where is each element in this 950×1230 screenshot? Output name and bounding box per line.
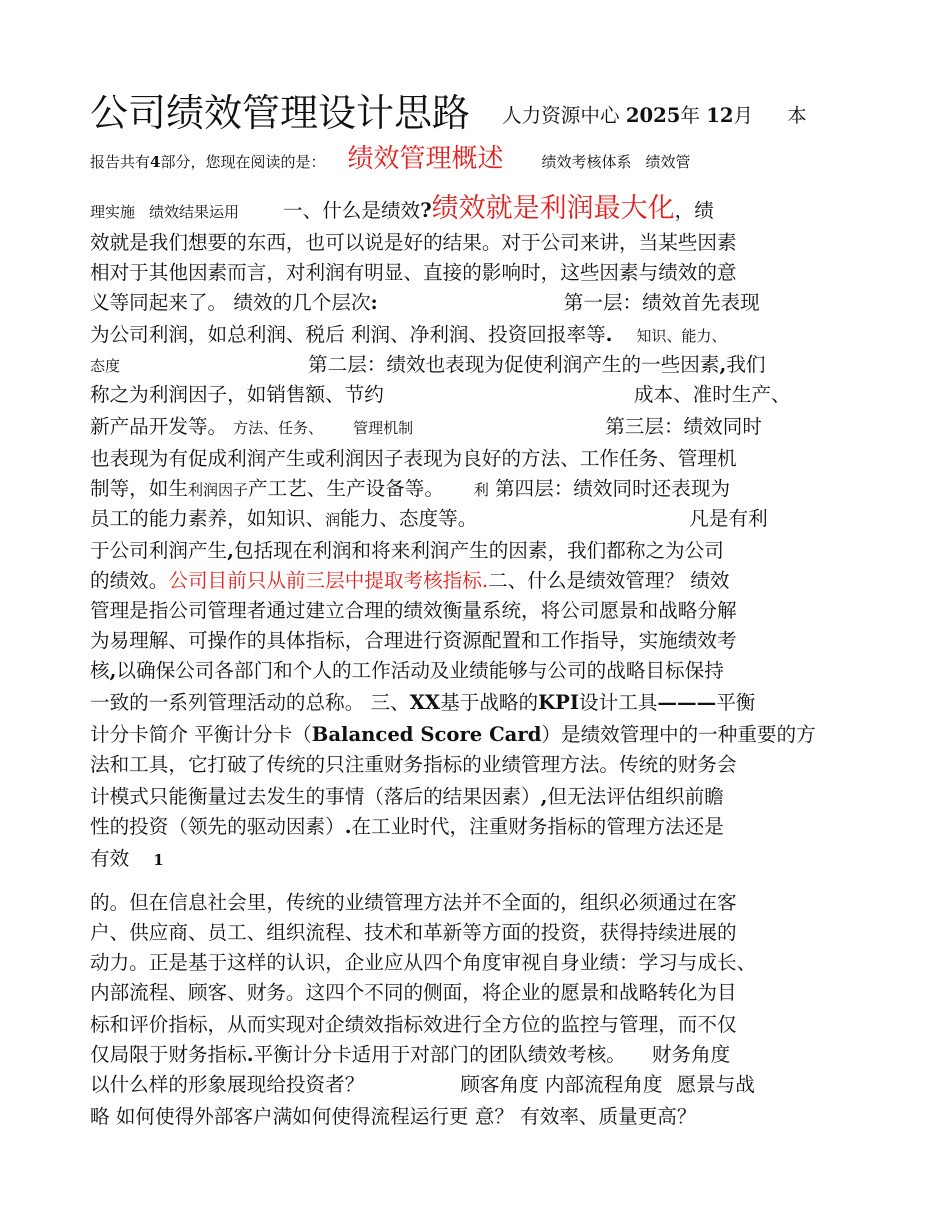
bsc-english: Balanced Score Card	[311, 723, 542, 746]
page-number: 1	[153, 851, 164, 869]
page2-line-8: 略 如何使得外部客户满如何使得流程运行更 意？ 有效率、质量更高？	[90, 1105, 697, 1128]
financial-only-dot: .	[246, 1043, 254, 1066]
industrial-era-text: 在工业时代，注重财务指标的管理方法还是	[351, 815, 724, 838]
title-line	[90, 88, 807, 145]
traditional-model-tail: 但无法评估组织前瞻	[547, 785, 724, 808]
financial-only-text: 仅局限于财务指标	[90, 1043, 247, 1066]
page2-line-3: 动力。正是基于这样的认识，企业应从四个角度审视自身业绩：学习与成长、	[90, 951, 757, 974]
level1-heading: 第一层：绩效首先表现	[563, 291, 760, 314]
level2-tail: 我们	[726, 353, 766, 376]
header-year-unit: 年	[680, 104, 700, 127]
page1-line-8	[90, 350, 766, 381]
bsc-applicability: 平衡计分卡适用于对部门的团队绩效考核。	[253, 1043, 626, 1066]
page1-line-16: 管理是指公司管理者通过建立合理的绩效衡量系统，将公司愿景和战略分解	[90, 599, 737, 622]
page1-line-22	[90, 782, 724, 812]
document-title: 公司绩效管理设计思路	[90, 91, 471, 135]
new-product-text: 新产品开发等。	[90, 415, 228, 438]
traditional-model-comma: ,	[540, 785, 548, 808]
profit-generation-text: 于公司利润产生	[90, 539, 228, 562]
level4-heading: 第四层：绩效同时还表现为	[494, 477, 731, 500]
page2-line-1: 的。但在信息社会里，传统的业绩管理方法并不全面的，组织必须通过在客	[90, 891, 737, 914]
level4-text: 员工的能力素养，如知识、	[90, 507, 326, 530]
beneficial-text: 凡是有利	[689, 507, 768, 530]
header-org: 人力资源中心	[502, 104, 620, 127]
section3-kpi: KPI	[538, 691, 580, 714]
bsc-description: ）是绩效管理中的一种重要的方	[541, 723, 816, 746]
report-header	[502, 104, 807, 127]
section1-question-mark: ?	[420, 199, 432, 222]
assessment-comma: ,	[109, 659, 117, 682]
section1-heading: 一、什么是绩效	[283, 199, 421, 222]
level1-dot: .	[605, 323, 613, 346]
page1-line-20	[90, 720, 816, 750]
figure-label-attitude: 态度	[90, 357, 121, 375]
profit-maximization-highlight: 绩效就是利润最大化	[431, 193, 675, 224]
section3-dash: ———	[657, 691, 717, 714]
figure-label-knowledge: 知识、能力、	[636, 327, 727, 345]
page1-line-15	[90, 566, 729, 596]
header-ben: 本	[787, 104, 807, 127]
section2-heading: 二、什么是绩效管理？ 绩效	[488, 569, 730, 592]
figure-label-vision: 愿景与战	[676, 1073, 755, 1096]
levels-colon: :	[370, 291, 378, 314]
level3-heading: 第三层：绩效同时	[605, 415, 762, 438]
page1-line-3	[90, 194, 714, 227]
page1-line-6	[90, 288, 760, 318]
section3-balance: 平衡	[716, 691, 756, 714]
assessment-scope-dot: .	[481, 569, 489, 592]
assessment-word: 核	[90, 659, 110, 682]
page1-line-9	[90, 380, 791, 410]
leading-factors-dot: .	[344, 815, 352, 838]
summary-part2: 绩效考核体系	[541, 153, 632, 171]
figure-label-li: 利	[473, 481, 489, 499]
summary-intro: 报告共有	[90, 153, 151, 171]
page1-line-23	[90, 812, 724, 842]
page1-line-21: 法和工具，它打破了传统的只注重财务指标的业绩管理方法。传统的财务会	[90, 753, 737, 776]
figure-label-profit-factor: 利润因子	[187, 481, 248, 499]
page1-line-18	[90, 656, 724, 686]
page1-line-4: 效就是我们想要的东西，也可以说是好的结果。对于公司来讲，当某些因素	[90, 231, 737, 254]
section3-intro: 一致的一系列管理活动的总称。 三、	[90, 691, 410, 714]
level1-text: 为公司利润，如总利润、税后 利润、净利润、投资回报率等	[90, 323, 606, 346]
profit-factor-text: 称之为利润因子，如销售额、节约	[90, 383, 384, 406]
figure-label-customer-process: 顾客角度 内部流程角度	[460, 1073, 663, 1096]
page2-line-6	[90, 1040, 730, 1070]
level2-comma: ,	[719, 353, 727, 376]
levels-intro: 义等同起来了。 绩效的几个层次	[90, 291, 371, 314]
page1-line-7	[90, 320, 727, 351]
traditional-model-text: 计模式只能衡量过去发生的事情（落后的结果因素）	[90, 785, 541, 808]
profit-factor-tail: 成本、准时生产、	[633, 383, 791, 406]
figure-label-financial: 财务角度	[651, 1043, 731, 1066]
page1-line-10	[90, 412, 762, 443]
page2-line-4: 内部流程、顾客、财务。这四个不同的侧面，将企业的愿景和战略转化为目	[90, 981, 737, 1004]
page1-line-14	[90, 536, 724, 566]
header-month-unit: 月	[733, 104, 754, 127]
profit-generation-tail: 包括现在利润和将来利润产生的因素，我们都称之为公司	[233, 539, 724, 562]
page1-line-12	[90, 474, 730, 505]
header-year: 2025	[625, 104, 681, 127]
profit-comma: ,	[227, 539, 234, 562]
figure-label-methods: 方法、任务、	[233, 419, 324, 437]
performance-text: 的绩效。	[90, 569, 169, 592]
summary-part-count: 4	[150, 153, 161, 171]
level3-tail: 产工艺、生产设备等。	[247, 477, 444, 500]
page1-line-3-tail: ，绩	[674, 199, 714, 222]
assessment-scope-highlight: 公司目前只从前三层中提取考核指标	[168, 569, 482, 592]
page1-line-19	[90, 688, 755, 718]
summary-part4: 绩效结果运用	[149, 203, 240, 221]
page2-line-7	[90, 1070, 755, 1100]
section3-tool: 设计工具	[579, 691, 658, 714]
leading-factors-text: 性的投资（领先的驱动因素）	[90, 815, 345, 838]
figure-label-management: 管理机制	[353, 419, 414, 437]
page1-line-17: 为易理解、可操作的具体指标，合理进行资源配置和工作指导，实施绩效考	[90, 629, 737, 652]
level4-tail: 能力、态度等。	[340, 507, 478, 530]
page2-line-5: 标和评价指标，从而实现对企绩效指标效进行全方位的监控与管理，而不仅	[90, 1013, 737, 1036]
management-definition: 以确保公司各部门和个人的工作活动及业绩能够与公司的战略目标保持	[116, 659, 724, 682]
header-month: 12	[706, 104, 734, 127]
section3-xx: XX	[409, 691, 441, 714]
summary-intro-rest: 部分，您现在阅读的是：	[160, 153, 326, 171]
page2-line-2: 户、供应商、员工、组织流程、技术和革新等方面的投资，获得持续进展的	[90, 921, 737, 944]
page1-line-24	[90, 844, 164, 875]
page1-line-5: 相对于其他因素而言，对利润有明显、直接的影响时，这些因素与绩效的意	[90, 261, 737, 284]
current-part-highlight: 绩效管理概述	[347, 144, 504, 174]
level3-text: 制等，如生	[90, 477, 188, 500]
section3-strategy: 基于战略的	[440, 691, 539, 714]
figure-label-run: 润	[325, 511, 341, 529]
figure-label-investors: 以什么样的形象展现给投资者？	[90, 1073, 365, 1096]
summary-part3-b: 理实施	[90, 203, 136, 221]
page1-line-11: 也表现为有促成利润产生或利润因子表现为良好的方法、工作任务、管理机	[90, 447, 737, 470]
summary-line-1	[90, 144, 691, 177]
level2-text: 第二层：绩效也表现为促使利润产生的一些因素	[308, 353, 720, 376]
summary-part3-a: 绩效管	[645, 153, 691, 171]
effective-text: 有效	[90, 847, 130, 870]
bsc-intro: 计分卡简介 平衡计分卡（	[90, 723, 312, 746]
page1-line-13	[90, 504, 768, 535]
